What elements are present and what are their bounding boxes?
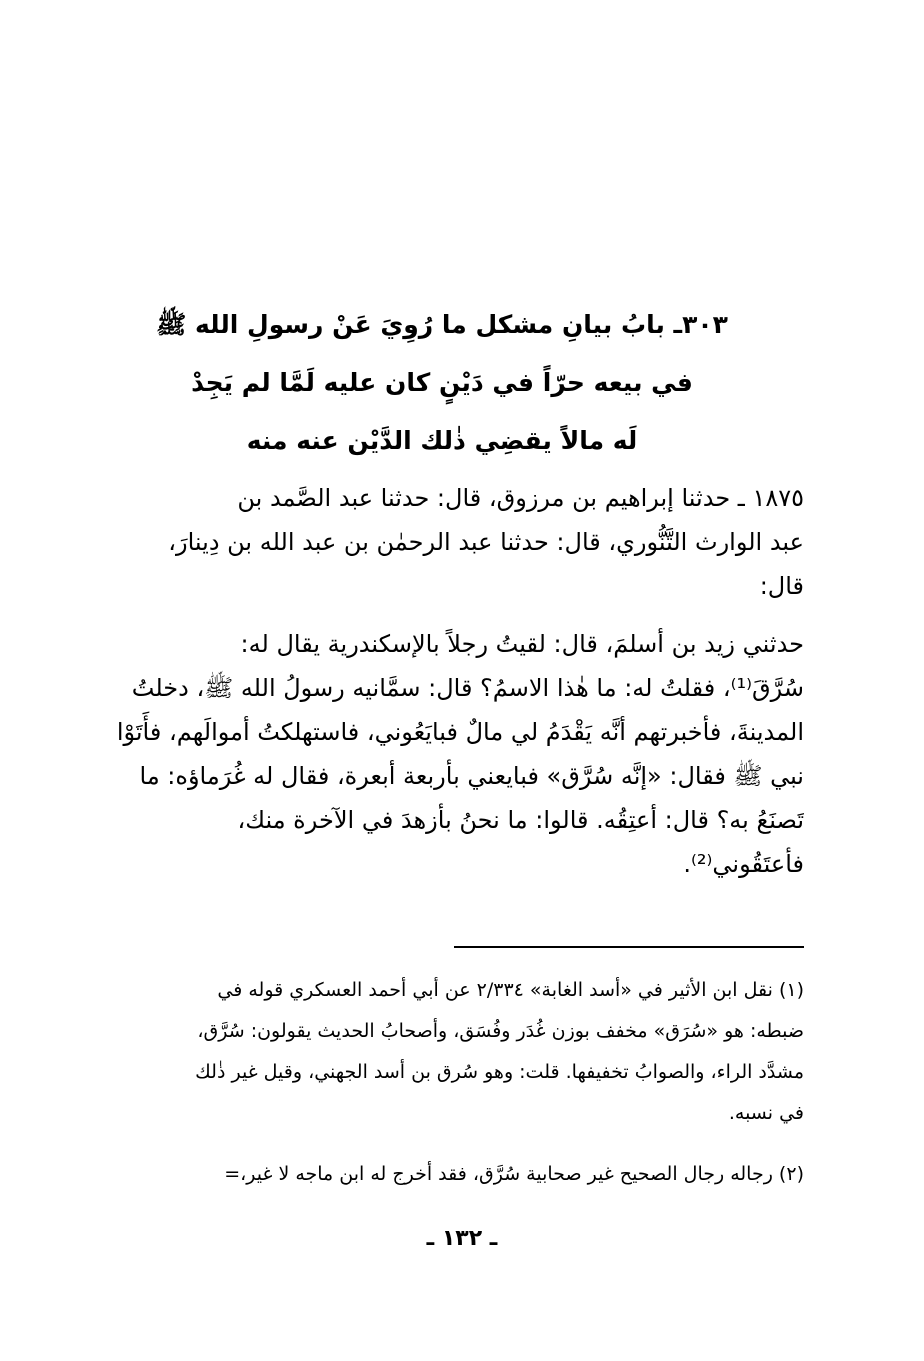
footnote-line: في نسبه. — [728, 1102, 804, 1124]
chapter-title-line: لَه مالاً يقضِي ذٰلك الدَّيْن عنه منه — [246, 426, 638, 455]
chapter-title-line: في بيعه حرّاً في دَيْنٍ كان عليه لَمَّا لم يَجِدْ — [191, 368, 693, 397]
footnote-2 — [100, 1154, 804, 1195]
matn-line: سُرَّقَ⁽¹⁾، فقلتُ له: ما هٰذا الاسمُ؟ قال: سمَّانيه رسولُ الله ﷺ، دخلتُ — [131, 674, 804, 702]
footnotes — [100, 970, 804, 1195]
footnote-line: مشدَّد الراء، والصوابُ تخفيفها. قلت: وهو سُرق بن أسد الجهني، وقيل غير ذٰلك — [195, 1061, 804, 1083]
isnad-line: عبد الوارث التَّنُّوري، قال: حدثنا عبد الرحمٰن بن عبد الله بن دِينارَ، — [168, 528, 804, 556]
matn-line: نبي ﷺ فقال: «إنَّه سُرَّق» فبايعني بأربعة أبعرة، فقال له غُرَماؤه: ما — [139, 762, 804, 790]
chapter-title-line: ٣٠٣ـ بابُ بيانِ مشكل ما رُوِيَ عَنْ رسولِ الله ﷺ — [156, 310, 728, 339]
hadith-matn — [100, 622, 804, 886]
hadith-isnad — [100, 476, 804, 608]
footnote-divider — [454, 946, 804, 948]
footnote-line: (١) نقل ابن الأثير في «أسد الغابة» ٢/٣٣٤ عن أبي أحمد العسكري قوله في — [217, 979, 804, 1001]
matn-line: حدثني زيد بن أسلمَ، قال: لقيتُ رجلاً بالإسكندرية يقال له: — [240, 630, 804, 658]
matn-line: تَصنَعُ به؟ قال: أعتِقُه. قالوا: ما نحنُ بأزهدَ في الآخرة منك، — [237, 806, 804, 834]
isnad-line: ١٨٧٥ ـ حدثنا إبراهيم بن مرزوق، قال: حدثنا عبد الصَّمد بن — [237, 484, 804, 512]
page-number: ـ ١٣٢ ـ — [426, 1226, 498, 1251]
footnote-spacer — [100, 1134, 804, 1154]
matn-line: المدينةَ، فأخبرتهم أنَّه يَقْدَمُ لي مالٌ فبايَعُوني، فاستهلكتُ أموالَهم، فأَتَوْا — [116, 718, 804, 746]
chapter-heading — [150, 296, 734, 470]
footnote-line: ضبطه: هو «سُرَق» مخفف بوزن غُدَر وفُسَق، وأصحابُ الحديث يقولون: سُرَّق، — [197, 1020, 804, 1042]
matn-line: فأعتَقُوني⁽²⁾. — [683, 850, 804, 878]
isnad-line: قال: — [759, 572, 804, 600]
footnote-line: (٢) رجاله رجال الصحيح غير صحابية سُرَّق، فقد أخرج له ابن ماجه لا غير،= — [224, 1163, 804, 1185]
footnote-1 — [100, 970, 804, 1134]
